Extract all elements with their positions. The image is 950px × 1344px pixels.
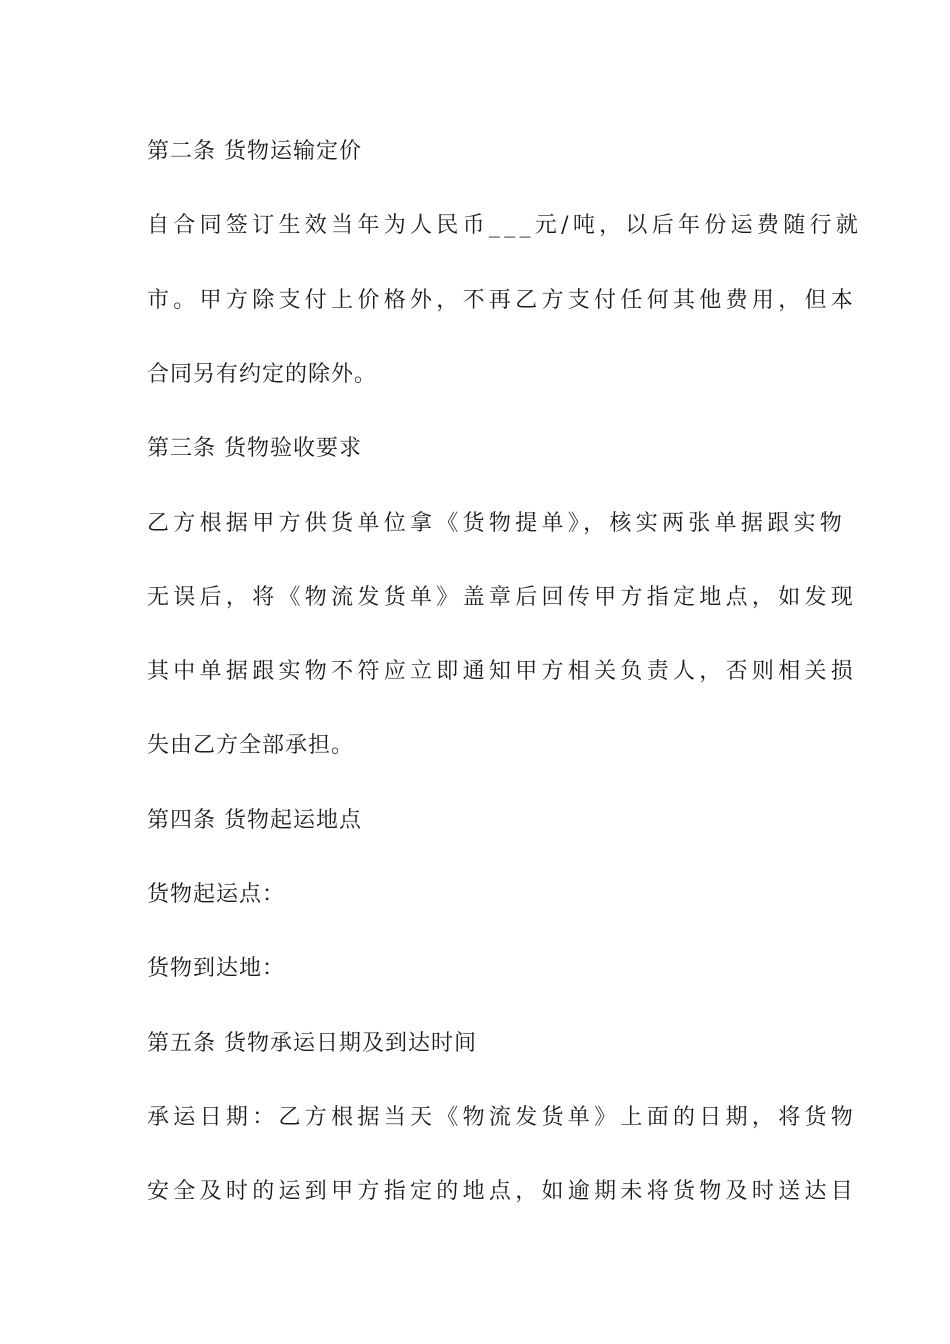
article-3-paragraph-line: 无误后，将《物流发货单》盖章后回传甲方指定地点，如发现 [147, 585, 858, 610]
article-5-paragraph-line: 安全及时的运到甲方指定的地点，如逾期未将货物及时送达目 [147, 1179, 858, 1204]
article-2-paragraph-line: 合同另有约定的除外。 [147, 362, 378, 387]
article-5-heading: 第五条 货物承运日期及到达时间 [147, 1031, 477, 1056]
article-4-origin-line: 货物起运点： [147, 882, 286, 907]
article-2-heading: 第二条 货物运输定价 [147, 139, 362, 164]
article-2-paragraph-line: 市。甲方除支付上价格外，不再乙方支付任何其他费用，但本 [147, 288, 858, 313]
article-3-heading: 第三条 货物验收要求 [147, 436, 362, 461]
article-4-destination-line: 货物到达地： [147, 956, 286, 981]
article-5-paragraph-line: 承运日期：乙方根据当天《物流发货单》上面的日期，将货物 [147, 1105, 858, 1130]
article-2-paragraph-line: 自合同签订生效当年为人民币___元/吨，以后年份运费随行就 [147, 213, 863, 238]
article-4-heading: 第四条 货物起运地点 [147, 808, 362, 833]
article-3-paragraph-line: 乙方根据甲方供货单位拿《货物提单》，核实两张单据跟实物 [147, 511, 847, 536]
article-3-paragraph-line: 其中单据跟实物不符应立即通知甲方相关负责人，否则相关损 [147, 659, 858, 684]
article-3-paragraph-line: 失由乙方全部承担。 [147, 733, 355, 758]
